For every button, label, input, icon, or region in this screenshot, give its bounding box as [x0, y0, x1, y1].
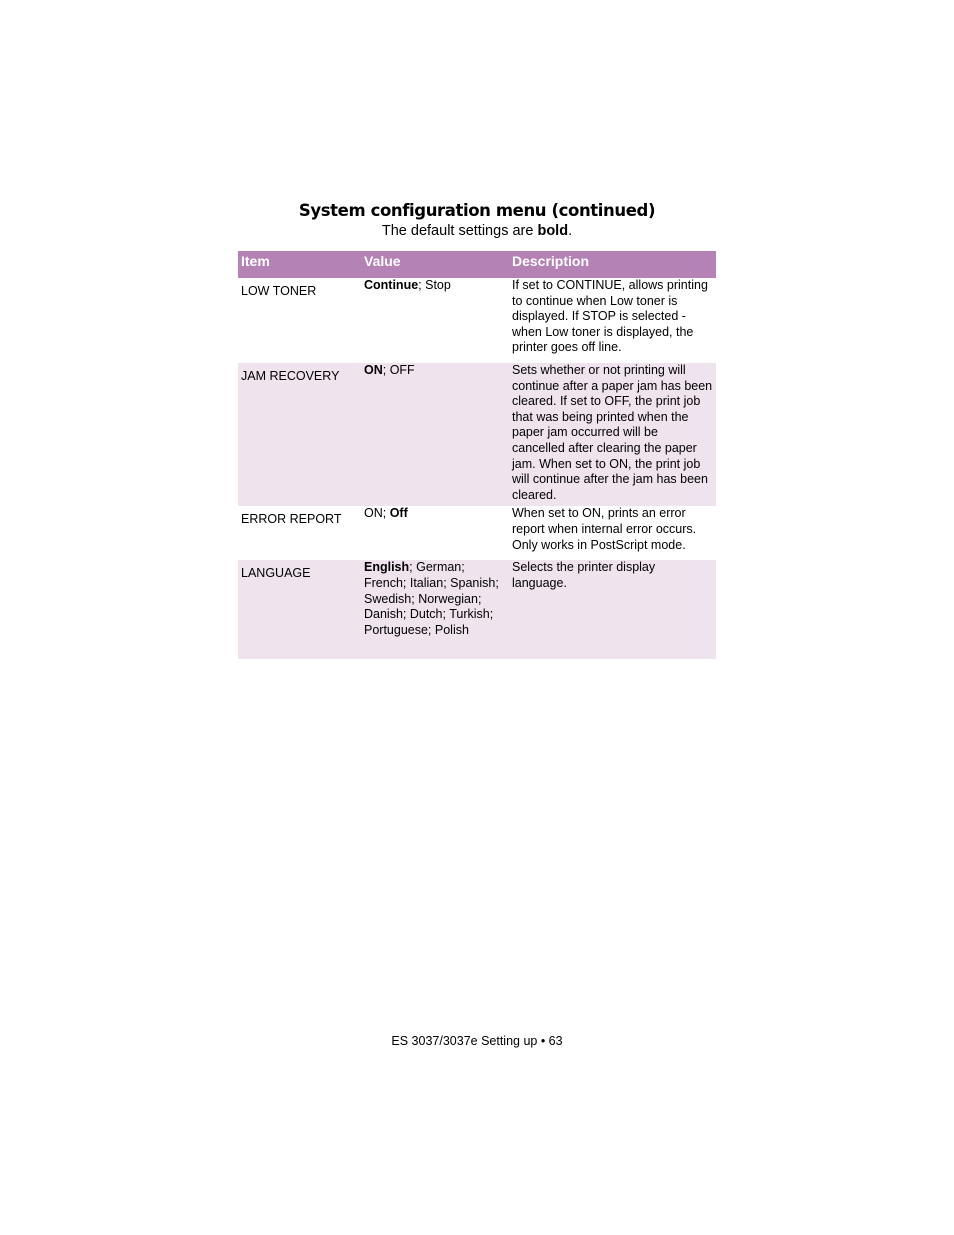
other-values: ; German; French; Italian; Spanish; Swedish; Norwegian; Danish; Dutch; Turkish; Portuguese; Polish	[364, 560, 499, 637]
subtitle-bold-word: bold	[537, 223, 569, 239]
settings-table	[238, 251, 716, 659]
description-cell: If set to CONTINUE, allows printing to continue when Low toner is displayed. If STOP is selected - when Low toner is displayed, the printer goes off line.	[509, 278, 716, 363]
description-cell: Selects the printer display language.	[509, 560, 716, 659]
page-title: System configuration menu (continued)	[298, 201, 656, 220]
other-values: ; Stop	[418, 278, 451, 292]
default-value: Off	[389, 506, 408, 521]
value-cell	[361, 278, 509, 363]
column-header-item: Item	[238, 251, 361, 278]
default-value: ON	[364, 363, 383, 377]
column-header-value: Value	[361, 251, 509, 278]
page-footer: ES 3037/3037e Setting up • 63	[391, 1034, 563, 1048]
table-header-row	[238, 251, 716, 278]
table-row-jam-recovery	[238, 363, 716, 506]
table-row-low-toner	[238, 278, 716, 363]
subtitle	[0, 222, 954, 240]
default-value: Continue	[364, 278, 419, 292]
item-cell: LOW TONER	[238, 278, 361, 363]
item-cell: JAM RECOVERY	[238, 363, 361, 506]
table-row-error-report	[238, 506, 716, 560]
subtitle-text: The default settings are	[381, 223, 538, 239]
description-cell: Sets whether or not printing will continue after a paper jam has been cleared. If set to OFF, the print job that was being printed when the paper jam occurred will be cancelled after clearing the paper jam. When set to ON, the print job will continue after the jam has been cleared.	[509, 363, 716, 506]
value-cell	[361, 363, 509, 506]
column-header-description: Description	[509, 251, 716, 278]
other-values: ; OFF	[382, 363, 415, 377]
value-cell	[361, 506, 509, 560]
description-cell: When set to ON, prints an error report when internal error occurs. Only works in PostScript mode.	[509, 506, 716, 560]
default-value: English	[364, 560, 410, 575]
item-cell: LANGUAGE	[238, 560, 361, 659]
value-cell	[361, 560, 509, 659]
table-row-language	[238, 560, 716, 659]
other-values: ON;	[364, 506, 390, 521]
subtitle-suffix: .	[568, 223, 573, 239]
item-cell: ERROR REPORT	[238, 506, 361, 560]
